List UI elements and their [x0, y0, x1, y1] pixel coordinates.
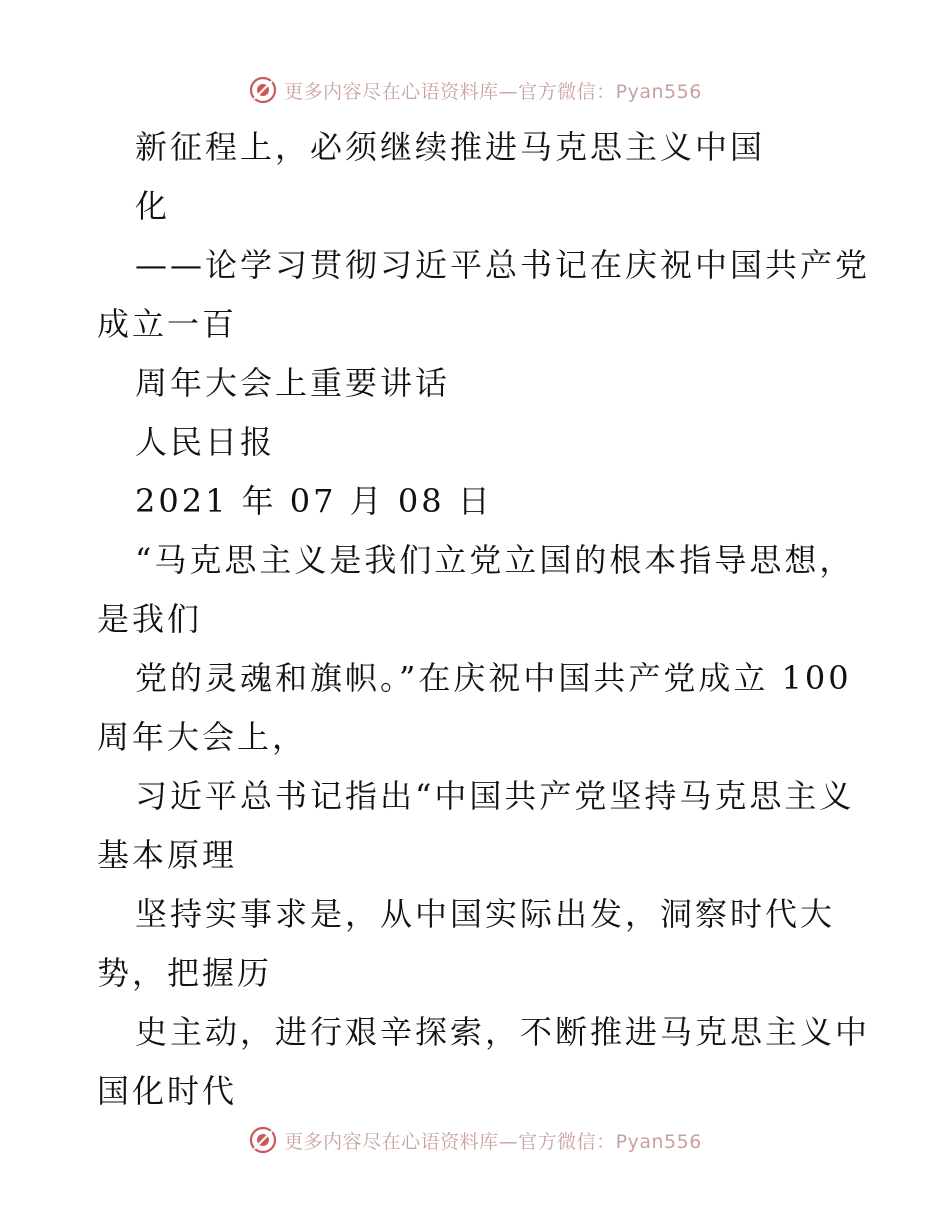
text-line: 党的灵魂和旗帜。”在庆祝中国共产党成立 100 — [135, 659, 852, 697]
text-line: 人民日报 — [135, 423, 276, 461]
text-line: 习近平总书记指出“中国共产党坚持马克思主义 — [135, 777, 855, 815]
logo-seal-icon — [248, 75, 278, 105]
watermark-footer — [0, 1120, 950, 1160]
text-line: 2021 年 07 月 08 日 — [135, 482, 493, 520]
text-line: ——论学习贯彻习近平总书记在庆祝中国共产党 — [135, 246, 871, 284]
logo-seal-icon — [248, 1125, 278, 1155]
text-line: 国化时代 — [97, 1072, 238, 1110]
text-line: 是我们 — [97, 600, 203, 638]
text-line: 新征程上，必须继续推进马克思主义中国 — [135, 128, 766, 166]
text-line: 史主动，进行艰辛探索，不断推进马克思主义中 — [135, 1013, 871, 1051]
text-line: 基本原理 — [97, 836, 238, 874]
watermark-header — [0, 70, 950, 110]
watermark-text: 更多内容尽在心语资料库—官方微信：Pyan556 — [284, 80, 702, 103]
document-body — [97, 118, 871, 1121]
watermark-text: 更多内容尽在心语资料库—官方微信：Pyan556 — [284, 1130, 702, 1153]
text-line: 周年大会上， — [97, 718, 308, 756]
text-line: 成立一百 — [97, 305, 238, 343]
text-line: 坚持实事求是，从中国实际出发，洞察时代大 — [135, 895, 836, 933]
text-line: 化 — [135, 187, 171, 225]
text-line: “马克思主义是我们立党立国的根本指导思想， — [135, 541, 855, 579]
text-line: 周年大会上重要讲话 — [135, 364, 451, 402]
text-line: 势，把握历 — [97, 954, 273, 992]
